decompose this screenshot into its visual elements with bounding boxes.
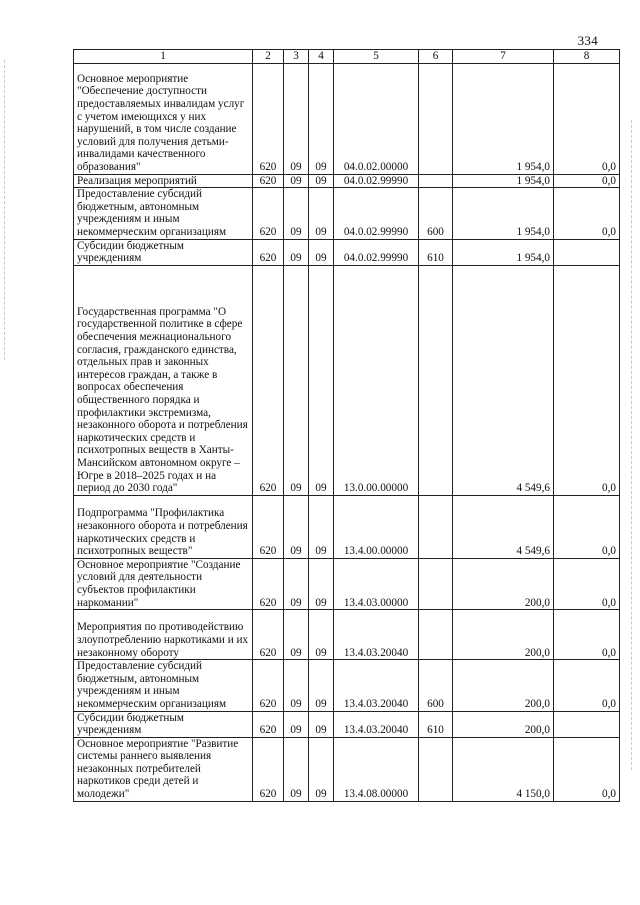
extra-amount-cell: 0,0 — [554, 737, 620, 801]
subsection-cell: 09 — [309, 495, 334, 558]
expense-type-cell — [419, 610, 453, 660]
scan-edge-mark — [4, 60, 6, 360]
section-cell: 09 — [284, 174, 309, 188]
subsection-cell: 09 — [309, 239, 334, 265]
target-code-cell: 13.0.00.00000 — [334, 265, 419, 495]
item-name-cell: Основное мероприятие "Обеспечение доступности предоставляемых инвалидам услуг с учетом имеющихся у них нарушений, в том числе создание условий для получения детьми-инвалидами качественного образования" — [74, 63, 253, 174]
target-code-cell: 04.0.02.00000 — [334, 63, 419, 174]
amount-cell: 1 954,0 — [453, 174, 554, 188]
table-row — [74, 265, 620, 495]
extra-amount-cell: 0,0 — [554, 660, 620, 711]
item-name-cell: Реализация мероприятий — [74, 174, 253, 188]
subsection-cell: 09 — [309, 737, 334, 801]
subsection-cell: 09 — [309, 711, 334, 737]
subsection-cell: 09 — [309, 174, 334, 188]
scan-edge-mark — [631, 120, 633, 770]
table-row — [74, 239, 620, 265]
item-name-cell: Мероприятия по противодействию злоупотреблению наркотиками и их незаконному обороту — [74, 610, 253, 660]
amount-cell: 1 954,0 — [453, 188, 554, 239]
expense-type-cell — [419, 265, 453, 495]
table-row — [74, 737, 620, 801]
expense-type-cell: 600 — [419, 188, 453, 239]
amount-cell: 200,0 — [453, 610, 554, 660]
target-code-cell: 04.0.02.99990 — [334, 188, 419, 239]
amount-cell: 200,0 — [453, 711, 554, 737]
expense-type-cell — [419, 174, 453, 188]
code-cell: 620 — [253, 63, 284, 174]
amount-cell: 4 549,6 — [453, 495, 554, 558]
section-cell: 09 — [284, 265, 309, 495]
expense-type-cell — [419, 737, 453, 801]
code-cell: 620 — [253, 711, 284, 737]
target-code-cell: 13.4.00.00000 — [334, 495, 419, 558]
expense-type-cell — [419, 558, 453, 609]
target-code-cell: 13.4.03.20040 — [334, 660, 419, 711]
code-cell: 620 — [253, 737, 284, 801]
target-code-cell: 13.4.03.20040 — [334, 610, 419, 660]
expense-type-cell — [419, 495, 453, 558]
target-code-cell: 04.0.02.99990 — [334, 239, 419, 265]
expense-type-cell: 610 — [419, 239, 453, 265]
code-cell: 620 — [253, 174, 284, 188]
table-row — [74, 558, 620, 609]
subsection-cell: 09 — [309, 610, 334, 660]
item-name-cell: Субсидии бюджетным учреждениям — [74, 711, 253, 737]
table-row — [74, 188, 620, 239]
table-row — [74, 63, 620, 174]
section-cell: 09 — [284, 63, 309, 174]
header-cell: 3 — [284, 50, 309, 64]
code-cell: 620 — [253, 239, 284, 265]
header-cell: 5 — [334, 50, 419, 64]
section-cell: 09 — [284, 239, 309, 265]
amount-cell: 200,0 — [453, 660, 554, 711]
item-name-cell: Основное мероприятие "Создание условий для деятельности субъектов профилактики наркомании" — [74, 558, 253, 609]
item-name-cell: Предоставление субсидий бюджетным, автономным учреждениям и иным некоммерческим организациям — [74, 188, 253, 239]
subsection-cell: 09 — [309, 265, 334, 495]
expense-type-cell — [419, 63, 453, 174]
header-cell: 7 — [453, 50, 554, 64]
section-cell: 09 — [284, 188, 309, 239]
code-cell: 620 — [253, 660, 284, 711]
header-row — [74, 50, 620, 64]
expense-type-cell: 600 — [419, 660, 453, 711]
header-cell: 1 — [74, 50, 253, 64]
extra-amount-cell: 0,0 — [554, 265, 620, 495]
item-name-cell: Предоставление субсидий бюджетным, автономным учреждениям и иным некоммерческим организациям — [74, 660, 253, 711]
table-row — [74, 711, 620, 737]
target-code-cell: 13.4.03.00000 — [334, 558, 419, 609]
code-cell: 620 — [253, 265, 284, 495]
header-cell: 4 — [309, 50, 334, 64]
code-cell: 620 — [253, 188, 284, 239]
section-cell: 09 — [284, 610, 309, 660]
amount-cell: 1 954,0 — [453, 63, 554, 174]
item-name-cell: Основное мероприятие "Развитие системы раннего выявления незаконных потребителей наркотиков среди детей и молодежи" — [74, 737, 253, 801]
extra-amount-cell: 0,0 — [554, 188, 620, 239]
section-cell: 09 — [284, 495, 309, 558]
subsection-cell: 09 — [309, 660, 334, 711]
extra-amount-cell: 0,0 — [554, 495, 620, 558]
target-code-cell: 04.0.02.99990 — [334, 174, 419, 188]
header-cell: 2 — [253, 50, 284, 64]
header-cell: 8 — [554, 50, 620, 64]
section-cell: 09 — [284, 660, 309, 711]
amount-cell: 1 954,0 — [453, 239, 554, 265]
target-code-cell: 13.4.08.00000 — [334, 737, 419, 801]
subsection-cell: 09 — [309, 188, 334, 239]
item-name-cell: Подпрограмма "Профилактика незаконного оборота и потребления наркотических средств и психотропных веществ" — [74, 495, 253, 558]
target-code-cell: 13.4.03.20040 — [334, 711, 419, 737]
table-row — [74, 660, 620, 711]
budget-table — [73, 49, 620, 802]
extra-amount-cell: 0,0 — [554, 63, 620, 174]
extra-amount-cell — [554, 239, 620, 265]
section-cell: 09 — [284, 711, 309, 737]
page-number: 334 — [577, 33, 598, 48]
subsection-cell: 09 — [309, 558, 334, 609]
amount-cell: 4 549,6 — [453, 265, 554, 495]
code-cell: 620 — [253, 610, 284, 660]
section-cell: 09 — [284, 558, 309, 609]
header-cell: 6 — [419, 50, 453, 64]
code-cell: 620 — [253, 495, 284, 558]
subsection-cell: 09 — [309, 63, 334, 174]
extra-amount-cell — [554, 711, 620, 737]
extra-amount-cell: 0,0 — [554, 610, 620, 660]
code-cell: 620 — [253, 558, 284, 609]
extra-amount-cell: 0,0 — [554, 558, 620, 609]
item-name-cell: Субсидии бюджетным учреждениям — [74, 239, 253, 265]
item-name-cell: Государственная программа "О государственной политике в сфере обеспечения межнационального согласия, гражданского единства, отдельных прав и законных интересов граждан, а также в вопросах обеспечения общественного порядка и профилактики экстремизма, незаконного оборота и потребления наркотических средств и психотропных веществ в Ханты-Мансийском автономном округе – Югре в 2018–2025 годах и на период до 2030 года" — [74, 265, 253, 495]
table-row — [74, 174, 620, 188]
table-row — [74, 495, 620, 558]
amount-cell: 4 150,0 — [453, 737, 554, 801]
table-row — [74, 610, 620, 660]
extra-amount-cell: 0,0 — [554, 174, 620, 188]
amount-cell: 200,0 — [453, 558, 554, 609]
section-cell: 09 — [284, 737, 309, 801]
expense-type-cell: 610 — [419, 711, 453, 737]
